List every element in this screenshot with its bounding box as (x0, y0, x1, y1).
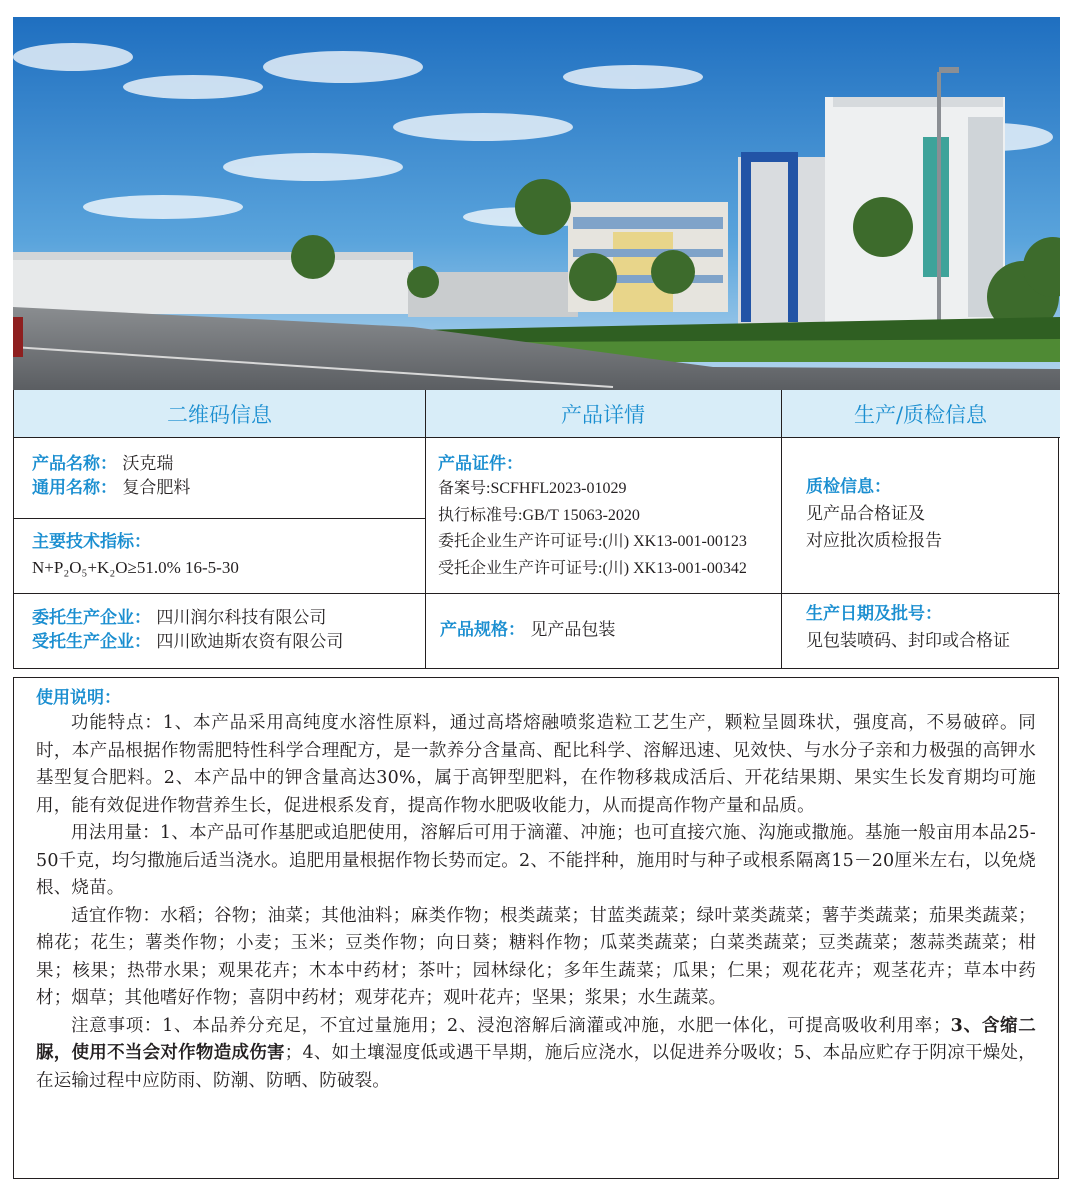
qc-info-line-1: 见产品合格证及 (806, 504, 925, 524)
commission-label: 委托生产企业： (32, 608, 151, 628)
product-name-row (32, 452, 422, 476)
entrusted-value: 四川欧迪斯农资有限公司 (156, 632, 344, 652)
column-divider (425, 390, 426, 668)
product-name-value: 沃克瑞 (122, 454, 174, 474)
entrusted-row (32, 630, 422, 654)
header-qr-info (14, 390, 425, 438)
precautions-part-1: 注意事项：1、本品养分充足，不宜过量施用；2、浸泡溶解后滴灌或冲施，水肥一体化，可提高吸收利用率； (71, 1015, 951, 1036)
tech-spec-block (32, 530, 422, 580)
usage-dosage: 用法用量：1、本产品可作基肥或追肥使用，溶解后可用于滴灌、冲施；也可直接穴施、沟施或撒施。基施一般亩用本品25-50千克，均匀撒施后适当浇水。追肥用量根据作物长势而定。2、不能拌种，施用时与种子或根系隔离15－20厘米左右，以免烧根、烧苗。 (36, 823, 1036, 898)
usage-instructions (13, 677, 1059, 1179)
product-name-block (32, 452, 422, 500)
header-qr-info-label: 二维码信息 (167, 402, 272, 427)
factory-photo (13, 17, 1060, 390)
tech-spec-value: N+P₂O₅+K₂O≥51.0% 16-5-30 (32, 558, 239, 577)
production-date-block (806, 602, 1058, 653)
filing-number: 备案号:SCFHFL2023-01029 (438, 480, 627, 497)
header-product-details (425, 390, 781, 438)
entrusted-license: 受托企业生产许可证号:(川) XK13-001-00342 (438, 559, 747, 577)
manufacturer-block (32, 606, 422, 654)
usage-crops: 适宜作物：水稻；谷物；油菜；其他油料；麻类作物；根类蔬菜；甘蓝类蔬菜；绿叶菜类蔬菜；薯芋类蔬菜；茄果类蔬菜；棉花；花生；薯类作物；小麦；玉米；豆类作物；向日葵；糖料作物；瓜菜类蔬菜；白菜类蔬菜；豆类蔬菜；葱蒜类蔬菜；柑果；核果；热带水果；观果花卉；木本中药材；茶叶；园林绿化；多年生蔬菜；瓜果；仁果；观花花卉；观茎花卉；草本中药材；烟草；其他嗜好作物；喜阴中药材；观芽花卉；观叶花卉；坚果；浆果；水生蔬菜。 (36, 905, 1036, 1008)
usage-title: 使用说明： (36, 688, 121, 708)
commission-row (32, 606, 422, 630)
header-production-qc-label: 生产/质检信息 (853, 402, 988, 427)
row-divider (14, 518, 425, 519)
spec-label: 产品规格： (440, 620, 525, 640)
common-name-label: 通用名称： (32, 478, 117, 498)
certificates-block (438, 452, 778, 582)
spec-value: 见产品包装 (530, 620, 616, 640)
standard-number: 执行标准号:GB/T 15063-2020 (438, 506, 640, 524)
common-name-value: 复合肥料 (122, 478, 191, 498)
header-production-qc (781, 390, 1060, 438)
info-table (13, 390, 1059, 669)
common-name-row (32, 476, 422, 500)
spec-block (440, 618, 780, 642)
qc-info-label: 质检信息： (806, 477, 891, 497)
product-name-label: 产品名称： (32, 454, 117, 474)
tech-spec-label: 主要技术指标： (32, 532, 151, 552)
production-date-value: 见包装喷码、封印或合格证 (806, 631, 1010, 651)
precautions-warning: 3、含缩二脲，使用不当会对作物造成伤害 (36, 1015, 1036, 1063)
commission-value: 四川润尔科技有限公司 (156, 608, 327, 628)
entrusted-label: 受托生产企业： (32, 632, 151, 652)
commission-license: 委托企业生产许可证号:(川) XK13-001-00123 (438, 533, 747, 550)
header-product-details-label: 产品详情 (561, 402, 645, 427)
certificates-label: 产品证件： (438, 454, 523, 474)
production-date-label: 生产日期及批号： (806, 604, 942, 624)
qc-info-line-2: 对应批次质检报告 (806, 531, 942, 551)
column-divider (781, 390, 782, 668)
usage-features: 功能特点：1、本产品采用高纯度水溶性原料，通过高塔熔融喷浆造粒工艺生产，颗粒呈圆珠状，强度高，不易破碎。同时，本产品根据作物需肥特性科学合理配方，是一款养分含量高、配比科学、溶解迅速、见效快、与水分子亲和力极强的高钾水基型复合肥料。2、本产品中的钾含量高达30%，属于高钾型肥料，在作物移栽成活后、开花结果期、果实生长发育期均可施用，能有效促进作物营养生长，促进根系发育，提高作物水肥吸收能力，从而提高作物产量和品质。 (36, 713, 1036, 816)
precautions-part-2: ；4、如土壤湿度低或遇干旱期，施后应浇水，以促进养分吸收；5、本品应贮存于阴凉干燥处，在运输过程中应防雨、防潮、防晒、防破裂。 (36, 1043, 1036, 1091)
qc-info-block (806, 474, 1056, 555)
usage-precautions (36, 1013, 1036, 1096)
row-divider (14, 593, 1060, 594)
